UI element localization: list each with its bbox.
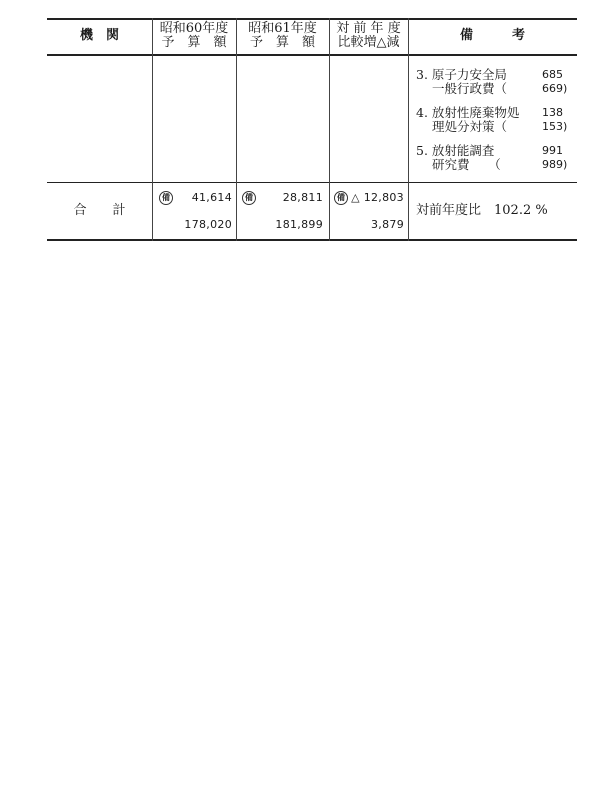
column-divider (329, 18, 330, 241)
column-divider (408, 18, 409, 241)
note-4-line2: 理処分対策（ (432, 119, 508, 134)
total-remark: 対前年度比 102.2 % (416, 203, 548, 218)
header-fy60-line1: 昭和60年度 (159, 21, 229, 36)
diff-budget-amount: 3,879 (371, 218, 404, 231)
note-4-value: 138 (542, 106, 563, 119)
fy60-budget-amount: 178,020 (184, 218, 232, 231)
header-fy61-line2: 予 算 額 (249, 35, 315, 50)
budget-table (47, 18, 577, 241)
note-4-line1: 4. 放射性廃棄物処 (416, 105, 520, 120)
note-3-line1: 3. 原子力安全局 (416, 67, 507, 82)
note-5-value: 991 (542, 144, 563, 157)
note-5-line1: 5. 放射能調査 (416, 143, 495, 158)
header-diff-line2: 比較増△減 (337, 35, 400, 50)
diff-reserve-amount: △ 12,803 (351, 191, 404, 204)
note-3-line2: 一般行政費（ (432, 81, 508, 96)
reserve-mark-icon: 備 (334, 191, 348, 205)
column-divider (152, 18, 153, 241)
header-remarks: 備 考 (459, 28, 525, 43)
fy60-reserve-amount: 41,614 (191, 191, 232, 204)
fy61-reserve-amount: 28,811 (282, 191, 323, 204)
total-top-rule (47, 182, 577, 183)
header-fy60-line2: 予 算 額 (161, 35, 227, 50)
header-agency: 機 関 (79, 28, 119, 43)
note-4-value-prev: 153) (542, 120, 568, 133)
note-5-value-prev: 989) (542, 158, 568, 171)
column-divider (236, 18, 237, 241)
note-3-value: 685 (542, 68, 563, 81)
header-diff-line1: 対 前 年 度 (336, 21, 401, 36)
reserve-mark-icon: 備 (159, 191, 173, 205)
table-top-rule (47, 18, 577, 20)
note-5-line2: 研究費 （ (432, 157, 501, 172)
header-fy61-line1: 昭和61年度 (248, 21, 317, 36)
table-bottom-rule (47, 239, 577, 241)
note-3-value-prev: 669) (542, 82, 568, 95)
header-bottom-rule (47, 54, 577, 56)
reserve-mark-icon: 備 (242, 191, 256, 205)
fy61-budget-amount: 181,899 (275, 218, 323, 231)
total-label: 合 計 (73, 203, 126, 218)
